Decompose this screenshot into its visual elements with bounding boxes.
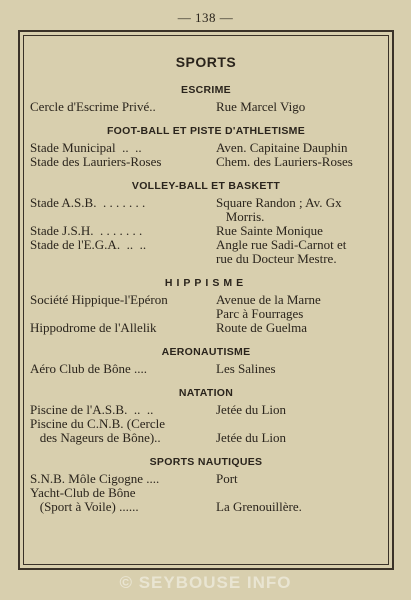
venue-name — [30, 307, 216, 321]
list-item — [30, 141, 382, 155]
page-number: — 138 — — [177, 10, 234, 25]
list-item — [30, 321, 382, 335]
list-item — [30, 417, 382, 431]
venue-address: rue du Docteur Mestre. — [216, 251, 337, 266]
venue-address: Chem. des Lauriers-Roses — [216, 154, 353, 169]
venue-address: Les Salines — [216, 361, 276, 376]
venue-address — [216, 417, 382, 431]
list-item — [30, 472, 382, 486]
list-item — [30, 307, 382, 321]
venue-address: Angle rue Sadi-Carnot et — [216, 237, 347, 252]
list-item — [30, 403, 382, 417]
list-item — [30, 238, 382, 252]
venue-address: Rue Marcel Vigo — [216, 99, 306, 114]
venue-name: Stade A.S.B. . . . . . . . — [30, 195, 146, 210]
venue-name — [30, 252, 216, 266]
section-heading: HIPPISME — [164, 277, 248, 289]
section-heading: FOOT-BALL ET PISTE D'ATHLETISME — [106, 125, 306, 137]
venue-address: Jetée du Lion — [216, 402, 287, 417]
venue-address: Rue Sainte Monique — [216, 223, 323, 238]
section — [30, 346, 382, 376]
venue-address — [216, 486, 382, 500]
venue-name: S.N.B. Môle Cigogne .... — [30, 471, 160, 486]
venue-address: Avenue de la Marne — [216, 292, 321, 307]
list-item — [30, 100, 382, 114]
list-item — [30, 196, 382, 210]
section — [30, 125, 382, 169]
section-heading: VOLLEY-BALL ET BASKETT — [131, 180, 281, 192]
section-heading: SPORTS NAUTIQUES — [149, 456, 263, 468]
venue-name: Piscine de l'A.S.B. .. .. — [30, 402, 154, 417]
sections-list — [30, 84, 382, 514]
venue-address: Square Randon ; Av. Gx — [216, 195, 342, 210]
venue-name: Piscine du C.N.B. (Cercle — [30, 416, 166, 431]
section-heading: NATATION — [178, 387, 234, 399]
list-item — [30, 210, 382, 224]
venue-name: Stade de l'E.G.A. .. .. — [30, 237, 147, 252]
venue-name: des Nageurs de Bône).. — [30, 430, 161, 445]
venue-address: Jetée du Lion — [216, 430, 287, 445]
venue-name: Yacht-Club de Bône — [30, 485, 136, 500]
venue-address: Route de Guelma — [216, 320, 307, 335]
venue-name: Société Hippique-l'Epéron — [30, 292, 168, 307]
section — [30, 456, 382, 514]
list-item — [30, 224, 382, 238]
venue-name: Hippodrome de l'Allelik — [30, 320, 157, 335]
venue-address: Port — [216, 471, 238, 486]
directory-content — [30, 54, 382, 525]
list-item — [30, 362, 382, 376]
list-item — [30, 500, 382, 514]
venue-name: Stade Municipal .. .. — [30, 140, 142, 155]
venue-name: Aéro Club de Bône .... — [30, 361, 147, 376]
section-heading: ESCRIME — [181, 84, 231, 96]
venue-address: Morris. — [216, 209, 265, 224]
venue-address: Parc à Fourrages — [216, 306, 304, 321]
list-item — [30, 431, 382, 445]
venue-name: Stade J.S.H. . . . . . . . — [30, 223, 143, 238]
venue-name: (Sport à Voile) ...... — [30, 499, 139, 514]
section — [30, 84, 382, 114]
venue-name: Stade des Lauriers-Roses — [30, 154, 162, 169]
venue-address: Aven. Capitaine Dauphin — [216, 140, 348, 155]
section — [30, 387, 382, 445]
venue-name: Cercle d'Escrime Privé.. — [30, 99, 156, 114]
section — [30, 277, 382, 335]
venue-name — [30, 210, 216, 224]
venue-address: La Grenouillère. — [216, 499, 302, 514]
list-item — [30, 252, 382, 266]
watermark: © SEYBOUSE INFO — [119, 573, 292, 592]
page-title: SPORTS — [175, 54, 237, 70]
list-item — [30, 293, 382, 307]
section — [30, 180, 382, 266]
section-heading: AERONAUTISME — [161, 346, 251, 358]
list-item — [30, 155, 382, 169]
list-item — [30, 486, 382, 500]
